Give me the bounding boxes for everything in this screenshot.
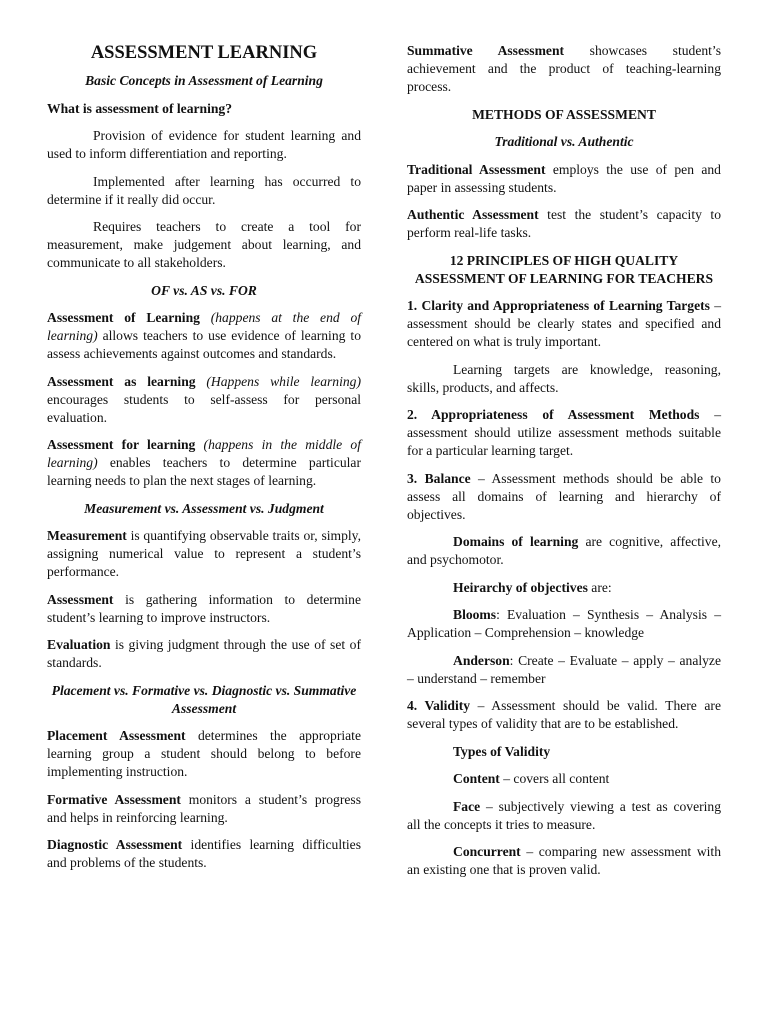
definition: showcases student’s achievement and the product of teaching-learning process. [407, 43, 721, 94]
definition: test the student’s capacity to perform real-life tasks. [407, 207, 721, 240]
definition-paragraph [407, 798, 721, 834]
term: Evaluation [47, 637, 111, 652]
term: Content [453, 771, 500, 786]
definition: – assessment should utilize assessment methods suitable for a particular learning target. [407, 407, 721, 458]
term: Authentic Assessment [407, 207, 539, 222]
definition-paragraph [407, 206, 721, 242]
definition: : Create – Evaluate – apply – analyze – understand – remember [407, 652, 721, 686]
definition-paragraph [47, 309, 361, 363]
term-note: (happens in the middle of learning) [47, 437, 361, 470]
definition-paragraph [47, 791, 361, 827]
term: Assessment of Learning [47, 310, 200, 325]
paragraph: Implemented after learning has occurred to determine if it really did occur. [47, 173, 361, 207]
definition-paragraph [47, 836, 361, 872]
subtitle: Basic Concepts in Assessment of Learning [85, 73, 323, 88]
definition-paragraph [407, 533, 721, 569]
definition-paragraph [407, 770, 721, 788]
term-note: (happens at the end of learning) [47, 310, 362, 343]
term: Blooms [453, 607, 497, 622]
right-column [407, 42, 721, 889]
term: Domains of learning [453, 534, 579, 549]
section-heading: Placement vs. Formative vs. Diagnostic vs. Summative Assessment [51, 682, 357, 716]
term: Formative Assessment [47, 791, 181, 807]
term: Diagnostic Assessment [47, 837, 183, 852]
definition: are: [587, 579, 612, 595]
section-subheading: Traditional vs. Authentic [494, 134, 634, 149]
term: Anderson [453, 652, 510, 668]
section-heading: 12 PRINCIPLES OF HIGH QUALITY ASSESSMENT OF LEARNING FOR TEACHERS [414, 252, 714, 286]
definition: enables teachers to determine particular learning needs to plan the next stages of learning. [47, 455, 361, 488]
definition-paragraph [47, 436, 361, 490]
section-heading: OF vs. AS vs. FOR [151, 282, 257, 298]
definition: allows teachers to use evidence of learning to assess achievements against outcomes and standards. [47, 328, 361, 361]
question-heading: What is assessment of learning? [47, 100, 233, 116]
principle-paragraph [407, 406, 721, 460]
definition: are cognitive, affective, and psychomotor. [407, 534, 721, 567]
term: Traditional Assessment [407, 161, 546, 177]
definition-paragraph [407, 606, 721, 642]
definition: determines the appropriate learning group a student should belong to before implementing instruction. [47, 728, 361, 779]
definition: – subjectively viewing a test as covering all the concepts it tries to measure. [407, 798, 721, 832]
section-heading: METHODS OF ASSESSMENT [472, 106, 656, 122]
term: Summative Assessment [407, 43, 565, 58]
definition: – assessment should be clearly states and specified and centered on what is truly important. [407, 298, 722, 349]
definition-paragraph [47, 727, 361, 781]
page-title: ASSESSMENT LEARNING [90, 43, 318, 63]
term: Measurement [47, 528, 127, 543]
term: Heirarchy of objectives [453, 579, 588, 595]
term: Face [453, 798, 481, 814]
definition: : Evaluation – Synthesis – Analysis – Application – Comprehension – knowledge [407, 607, 721, 640]
left-column [47, 42, 361, 882]
definition: – comparing new assessment with an existing one that is proven valid. [407, 844, 721, 877]
definition: is quantifying observable traits or, simply, assigning numerical value to represent a student’s performance. [47, 528, 361, 579]
subsection-heading: Types of Validity [453, 743, 551, 759]
term: Placement Assessment [47, 728, 186, 743]
principle-title: 3. Balance [407, 470, 471, 486]
definition: – Assessment should be valid. There are several types of validity that are to be established. [407, 698, 721, 731]
principle-title: 4. Validity [407, 698, 471, 713]
definition: employs the use of pen and paper in assessing students. [407, 161, 721, 195]
definition-paragraph [407, 579, 721, 597]
principle-title: 2. Appropriateness of Assessment Methods [407, 407, 700, 422]
term: Concurrent [453, 844, 521, 859]
definition-paragraph [47, 636, 361, 672]
definition: – covers all content [499, 771, 610, 786]
term: Assessment [47, 591, 114, 607]
definition-paragraph [407, 161, 721, 197]
paragraph: Learning targets are knowledge, reasoning, skills, products, and affects. [407, 361, 721, 395]
definition-paragraph [407, 843, 721, 879]
paragraph: Provision of evidence for student learning and used to inform differentiation and reporting. [47, 128, 361, 161]
principle-paragraph [407, 470, 721, 524]
definition: encourages students to self-assess for personal evaluation. [47, 391, 361, 425]
definition: is gathering information to determine student’s learning to improve instructors. [47, 591, 361, 625]
definition: – Assessment methods should be able to assess all domains of learning and hierarchy of objectives. [407, 470, 721, 522]
term: Assessment for learning [47, 437, 196, 452]
definition-paragraph [407, 42, 721, 96]
definition-paragraph [47, 591, 361, 627]
definition: is giving judgment through the use of set of standards. [47, 637, 361, 670]
definition-paragraph [47, 527, 361, 581]
principle-paragraph [407, 697, 721, 733]
definition: monitors a student’s progress and helps in reinforcing learning. [47, 791, 361, 825]
term: Assessment as learning [47, 373, 196, 389]
principle-paragraph [407, 297, 721, 351]
definition: identifies learning difficulties and problems of the students. [47, 837, 361, 870]
paragraph: Requires teachers to create a tool for measurement, make judgement about learning, and communicate to all stakeholders. [47, 219, 361, 270]
principle-title: 1. Clarity and Appropriateness of Learning Targets [407, 298, 710, 313]
section-heading: Measurement vs. Assessment vs. Judgment [84, 500, 324, 516]
term-note: (Happens while learning) [206, 373, 361, 389]
definition-paragraph [47, 373, 361, 427]
definition-paragraph [407, 652, 721, 688]
